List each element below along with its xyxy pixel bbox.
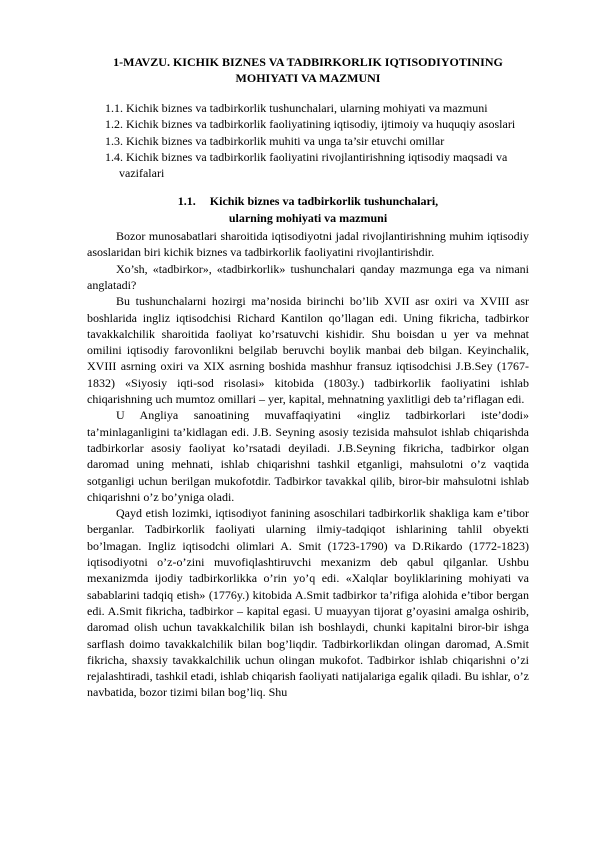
- toc-number: 1.4.: [105, 149, 123, 164]
- toc-number: 1.3.: [105, 133, 123, 148]
- body-paragraph: U Angliya sanoatining muvaffaqiyatini «ingliz tadbirkorlari iste’dodi» ta’minlaganligini ta’kidlagan edi. J.B. Seyning asosiy tezisida mahsulot ishlab chiqarishda tadbirkorlar asosiy faoliyat ko’rsatadi deyiladi. J.B.Seyning fikricha, tadbirkor olgan daromad uning mehnati, ishlab chiqarishni tashkil etganligi, mahsulotni o’z vaqtida sotganligi uchun berilgan mukofotdir. Tadbirkor tavakkal qilib, biror-bir mahsulotni ishlab chiqarishni o’z bo’yniga oladi.: [87, 408, 529, 504]
- toc-item: [87, 100, 529, 116]
- toc-item: [87, 116, 529, 132]
- toc-number: 1.1.: [105, 101, 123, 115]
- table-of-contents: [87, 100, 529, 181]
- section-heading: [87, 193, 529, 226]
- body-paragraph: Xo’sh, «tadbirkor», «tadbirkorlik» tushunchalari qanday mazmunga ega va nimani anglatadi?: [87, 261, 529, 292]
- toc-item: [87, 149, 529, 182]
- section-number: 1.1.: [177, 194, 196, 209]
- body-paragraph: Bozor munosabatlari sharoitida iqtisodiyotni jadal rivojlantirishning muhim iqtisodiy asoslaridan biri kichik biznes va tadbirkorlik faoliyatini rivojlantirishdir.: [87, 229, 529, 260]
- body-paragraph: Qayd etish lozimki, iqtisodiyot fanining asoschilari tadbirkorlik shakliga kam e’tibor berganlar. Tadbirkorlik faoliyati ularning ilmiy-tadqiqot ishlarining tahlil obyekti bo’lmagan. Ingliz iqtisodchi olimlari A. Smit (1723-1790) va D.Rikardo (1772-1823) iqtisodiyotni o’z-o’zini muvofiqlashtiruvchi mexanizm deb qabul qilganlar. Ushbu mexanizmda ijodiy tadbirkorlikka o’rin yo’q edi. «Xalqlar boyliklarining mohiyati va sabablarini tadqiq etish» (1776y.) kitobida A.Smit tadbirkor ta’rifiga alohida e’tibor bergan edi. A.Smit fikricha, tadbirkor – kapital egasi. U muayyan tijorat g’oyasini amalga oshirib, daromad olish uchun tavakkalchilik bilan ish boshlaydi, chunki kapitalni biror-bir ishga sarflash doimo tavakkalchilik bilan bog’liqdir. Tadbirkorlikdan olingan daromad, A.Smit fikricha, shaxsiy tavakkalchilik uchun olingan mukofot. Tadbirkor ishlab chiqarishni o’zi rejalashtiradi, tashkil etadi, ishlab chiqarish faoliyati natijalariga egalik qiladi. Bu ishlar, o’z navbatida, bozor tizimi bilan bog’liq. Shu: [87, 506, 529, 700]
- toc-text: Kichik biznes va tadbirkorlik faoliyatini rivojlantirishning iqtisodiy maqsadi va vazifalari: [119, 149, 508, 181]
- toc-item: [87, 133, 529, 149]
- toc-number: 1.2.: [105, 117, 123, 132]
- toc-text: Kichik biznes va tadbirkorlik faoliyatining iqtisodiy, ijtimoiy va huquqiy asoslari: [126, 117, 516, 132]
- toc-text: Kichik biznes va tadbirkorlik tushunchalari, ularning mohiyati va mazmuni: [126, 101, 488, 115]
- toc-text: Kichik biznes va tadbirkorlik muhiti va unga ta’sir etuvchi omillar: [126, 133, 445, 148]
- section-title-text: Kichik biznes va tadbirkorlik tushunchalari,: [209, 194, 439, 209]
- section-heading-line-1: [87, 193, 529, 209]
- document-title: 1-MAVZU. KICHIK BIZNES VA TADBIRKORLIK IQTISODIYOTINING MOHIYATI VA MAZMUNI: [113, 55, 503, 85]
- body-paragraph: Bu tushunchalarni hozirgi ma’nosida birinchi bo’lib XVII asr oxiri va XVIII asr boshlarida ingliz iqtisodchisi Richard Kantilon qo’llagan edi. Uning fikricha, tadbirkor tavakkalchilik sharoitida faoliyat ko’rsatuvchi kishidir. Shu boisdan u yer va mehnat omilini iqtisodiy farovonlikni belgilab beruvchi boylik manbai deb bilgan. Keyinchalik, XVIII asrning oxiri va XIX asrning boshida mashhur fransuz iqtisodchisi J.B.Sey (1767-1832) «Siyosiy iqti-sod risolasi» kitobida (1803y.) tadbirkorlik faoliyatini ishlab chiqarishning uch mumtoz omillari – yer, kapital, mehnatning yaxlitligi deb ta’riflagan edi.: [87, 294, 529, 407]
- section-heading-line-2: ularning mohiyati va mazmuni: [228, 210, 388, 225]
- document-page: [87, 54, 529, 701]
